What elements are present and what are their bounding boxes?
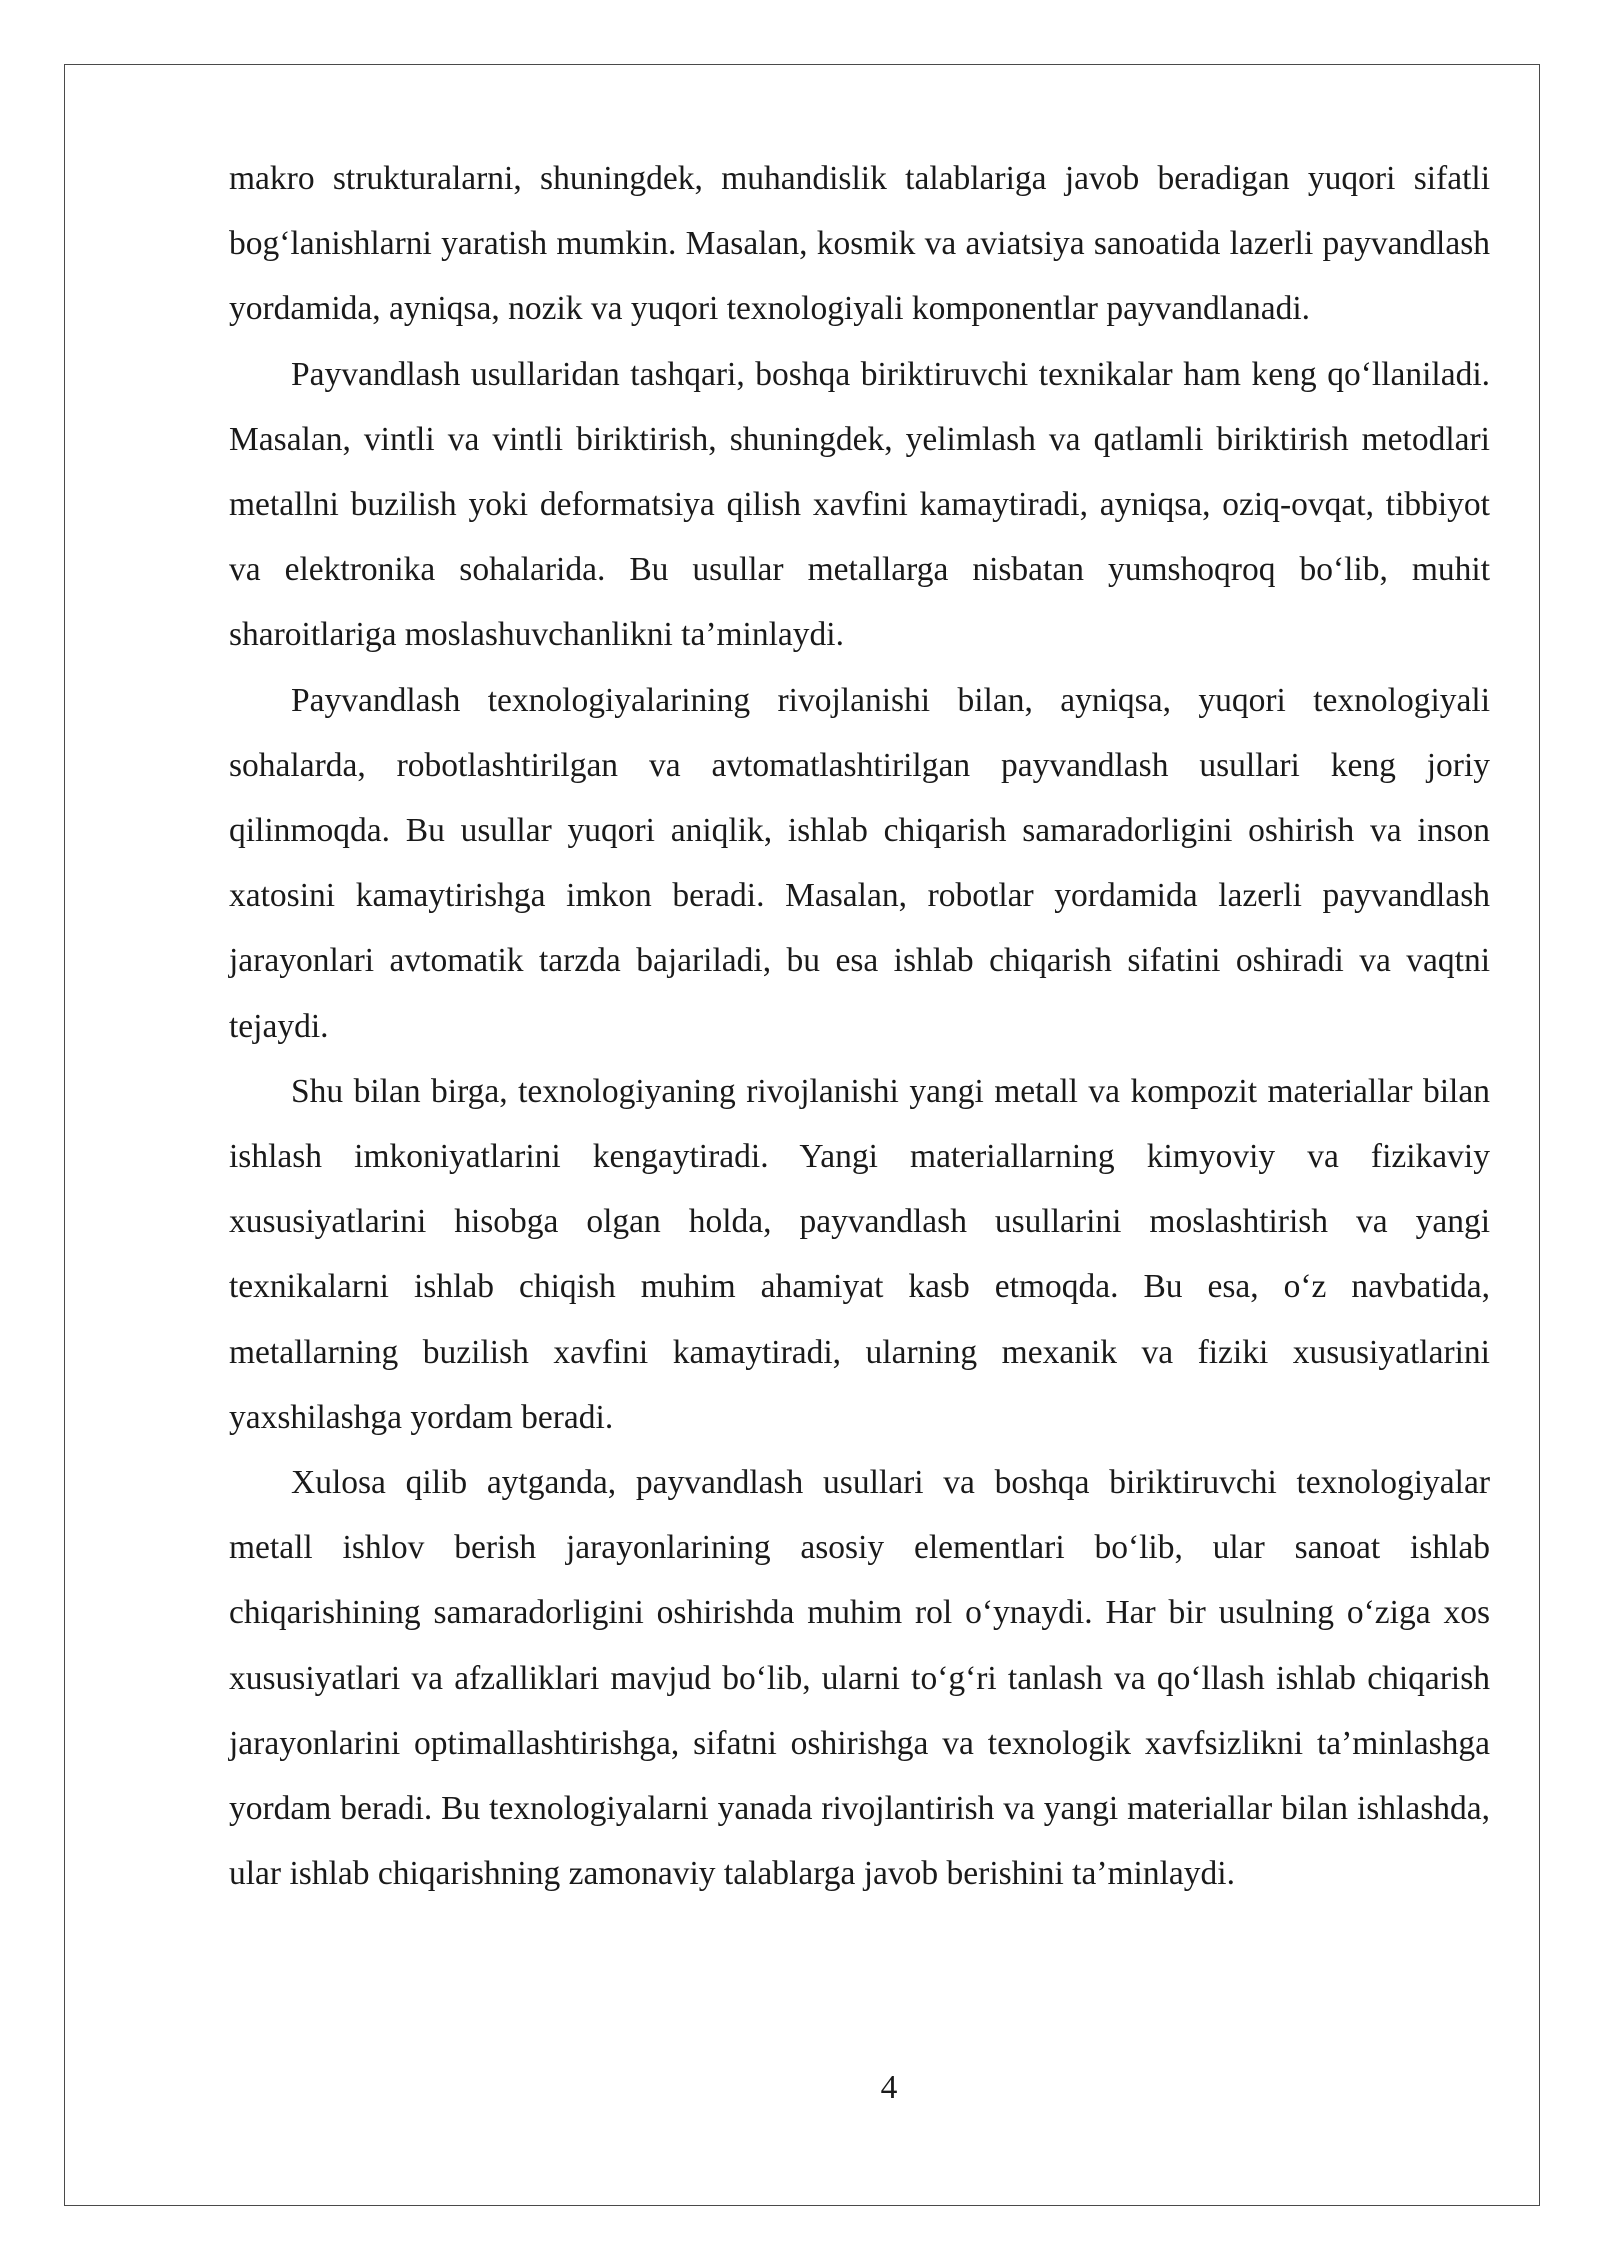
paragraph-5: Xulosa qilib aytganda, payvandlash usullari va boshqa biriktiruvchi texnologiyalar metall ishlov berish jarayonlarining asosiy elementlari bo‘lib, ular sanoat ishlab chiqarishining samaradorligini oshirishda muhim rol o‘ynaydi. Har bir usulning o‘ziga xos xususiyatlari va afzalliklari mavjud bo‘lib, ularni to‘g‘ri tanlash va qo‘llash ishlab chiqarish jarayonlarini optimallashtirishga, sifatni oshirishga va texnologik xavfsizlikni ta’minlashga yordam beradi. Bu texnologiyalarni yanada rivojlantirish va yangi materiallar bilan ishlashda, ular ishlab chiqarishning zamonaviy talablarga javob berishini ta’minlaydi. bbox=[229, 1464, 1490, 1893]
page-number: 4 bbox=[880, 2069, 898, 2106]
document-body bbox=[229, 146, 1490, 1906]
paragraph-3: Payvandlash texnologiyalarining rivojlanishi bilan, ayniqsa, yuqori texnologiyali sohalarda, robotlashtirilgan va avtomatlashtirilgan payvandlash usullari keng joriy qilinmoqda. Bu usullar yuqori aniqlik, ishlab chiqarish samaradorligini oshirish va inson xatosini kamaytirishga imkon beradi. Masalan, robotlar yordamida lazerli payvandlash jarayonlari avtomatik tarzda bajariladi, bu esa ishlab chiqarish sifatini oshiradi va vaqtni tejaydi. bbox=[229, 681, 1490, 1045]
page-number-container bbox=[0, 2068, 1600, 2108]
paragraph-2: Payvandlash usullaridan tashqari, boshqa biriktiruvchi texnikalar ham keng qo‘llaniladi. Masalan, vintli va vintli biriktirish, shuningdek, yelimlash va qatlamli biriktirish metodlari metallni buzilish yoki deformatsiya qilish xavfini kamaytiradi, ayniqsa, oziq-ovqat, tibbiyot va elektronika sohalarida. Bu usullar metallarga nisbatan yumshoqroq bo‘lib, muhit sharoitlariga moslashuvchanlikni ta’minlaydi. bbox=[229, 355, 1490, 654]
paragraph-1: makro strukturalarni, shuningdek, muhandislik talablariga javob beradigan yuqori sifatli bog‘lanishlarni yaratish mumkin. Masalan, kosmik va aviatsiya sanoatida lazerli payvandlash yordamida, ayniqsa, nozik va yuqori texnologiyali komponentlar payvandlanadi. bbox=[229, 160, 1490, 328]
paragraph-4: Shu bilan birga, texnologiyaning rivojlanishi yangi metall va kompozit materiallar bilan ishlash imkoniyatlarini kengaytiradi. Yangi materiallarning kimyoviy va fizikaviy xususiyatlarini hisobga olgan holda, payvandlash usullarini moslashtirish va yangi texnikalarni ishlab chiqish muhim ahamiyat kasb etmoqda. Bu esa, o‘z navbatida, metallarning buzilish xavfini kamaytiradi, ularning mexanik va fiziki xususiyatlarini yaxshilashga yordam beradi. bbox=[229, 1072, 1490, 1436]
